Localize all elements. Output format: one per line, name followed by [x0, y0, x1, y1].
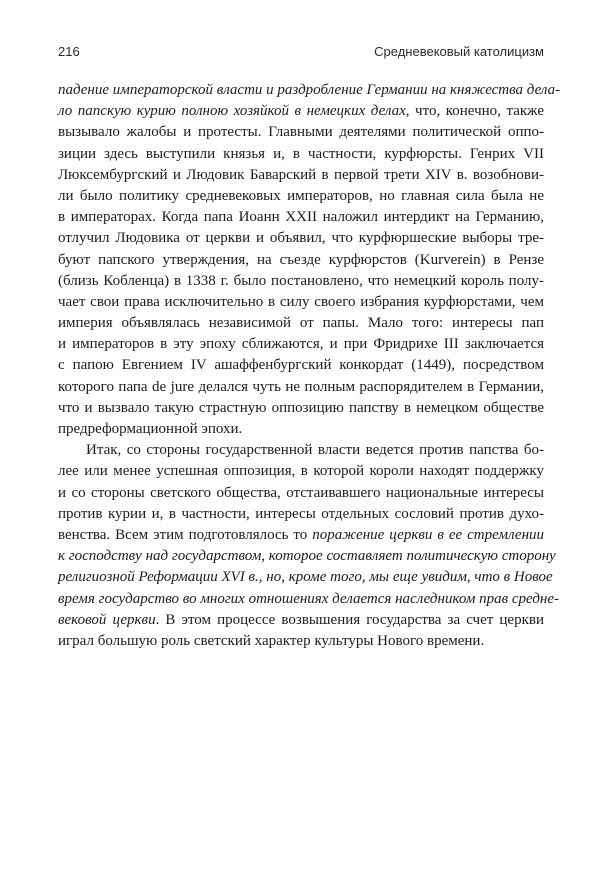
text-line — [58, 398, 544, 419]
text-line — [58, 250, 544, 271]
text-line — [58, 504, 544, 525]
text-segment: вызывало жалобы и протесты. Главными деятелями политической оппо- — [58, 124, 544, 141]
text-line — [58, 483, 544, 504]
text-line — [58, 101, 544, 122]
text-line — [58, 631, 544, 652]
italic-text: время государство во многих отношениях делается наследником прав средне- — [58, 590, 560, 607]
text-line — [58, 292, 544, 313]
text-segment: и императоров в эту эпоху сближаются, и при Фридрихе III заключается — [58, 336, 544, 353]
text-line — [58, 186, 544, 207]
italic-text: к господству над государством, которое составляет политическую сторону — [58, 548, 556, 565]
text-segment: империя объявлялась независимой от папы. Мало того: интересы пап — [58, 315, 544, 332]
text-line — [58, 355, 544, 376]
text-segment: играл большую роль светский характер культуры Нового времени. — [58, 632, 485, 649]
text-segment: ли было политику средневековых императоров, но главная сила была не — [58, 187, 544, 204]
page-number: 216 — [58, 44, 80, 59]
text-line — [58, 334, 544, 355]
text-segment: , что, конечно, также — [405, 103, 544, 120]
text-segment: лее или менее успешная оппозиция, в которой короли находят поддержку — [58, 463, 544, 480]
text-segment: . В этом процессе возвышения государства за счет церкви — [155, 611, 544, 628]
text-segment: (близь Кобленца) в 1338 г. было постановлено, что немецкий король полу- — [58, 272, 544, 289]
text-line — [58, 313, 544, 334]
text-segment: предреформационной эпохи. — [58, 421, 243, 437]
text-line — [58, 419, 544, 440]
text-line — [58, 440, 544, 461]
text-segment: с папою Евгением IV ашаффенбургский конкордат (1449), посредством — [58, 357, 544, 374]
text-line — [58, 122, 544, 143]
text-line — [58, 271, 544, 292]
text-segment: зиции здесь выступили князья и, в частности, курфюрсты. Генрих VII — [58, 145, 544, 162]
running-title: Средневековый католицизм — [374, 44, 544, 59]
text-line — [58, 525, 544, 546]
text-segment: буют папского утверждения, на съезде курфюрстов (Kurverein) в Рензе — [58, 251, 544, 268]
text-segment: Итак, со стороны государственной власти ведется против папства бо- — [86, 442, 544, 459]
text-line — [58, 546, 556, 567]
text-line — [58, 461, 544, 482]
text-segment: и со стороны светского общества, отстаивавшего национальные интересы — [58, 484, 544, 501]
text-line — [58, 80, 561, 101]
text-segment: отлучил Людовика от церкви и объявил, что курфюршеские выборы тре- — [58, 230, 544, 247]
text-segment: которого папа de jure делался чуть не полным распорядителем в Германии, — [58, 378, 544, 395]
text-line — [58, 377, 544, 398]
text-segment: венства. Всем этим подготовлялось то — [58, 526, 313, 543]
text-line — [58, 610, 544, 631]
text-line — [58, 589, 560, 610]
text-line — [58, 165, 544, 186]
text-segment: в императорах. Когда папа Иоанн XXII наложил интердикт на Германию, — [58, 209, 544, 226]
text-line — [58, 207, 544, 228]
italic-text: вековой церкви — [58, 611, 156, 628]
italic-text: падение императорской власти и раздробление Германии на княжества дела- — [58, 82, 561, 98]
body-text — [58, 80, 561, 652]
text-segment: против курии и, в частности, интересы отдельных сословий против духо- — [58, 505, 544, 522]
text-line — [58, 228, 544, 249]
page-header — [58, 44, 544, 66]
text-line — [58, 144, 544, 165]
text-segment: что и вызвало такую страстную оппозицию папству в немецком обществе — [58, 399, 544, 416]
italic-text: ло папскую курию полною хозяйкой в немецких делах — [58, 103, 406, 120]
italic-text: религиозной Реформации XVI в., но, кроме того, мы еще увидим, что в Новое — [58, 569, 553, 586]
text-segment: чает свои права исключительно в силу своего избрания курфюрстами, чем — [58, 293, 544, 310]
italic-text: поражение церкви в ее стремлении — [312, 526, 545, 543]
text-segment: Люксембургский и Людовик Баварский в первой трети XIV в. возобнови- — [58, 166, 544, 183]
text-line — [58, 567, 553, 588]
